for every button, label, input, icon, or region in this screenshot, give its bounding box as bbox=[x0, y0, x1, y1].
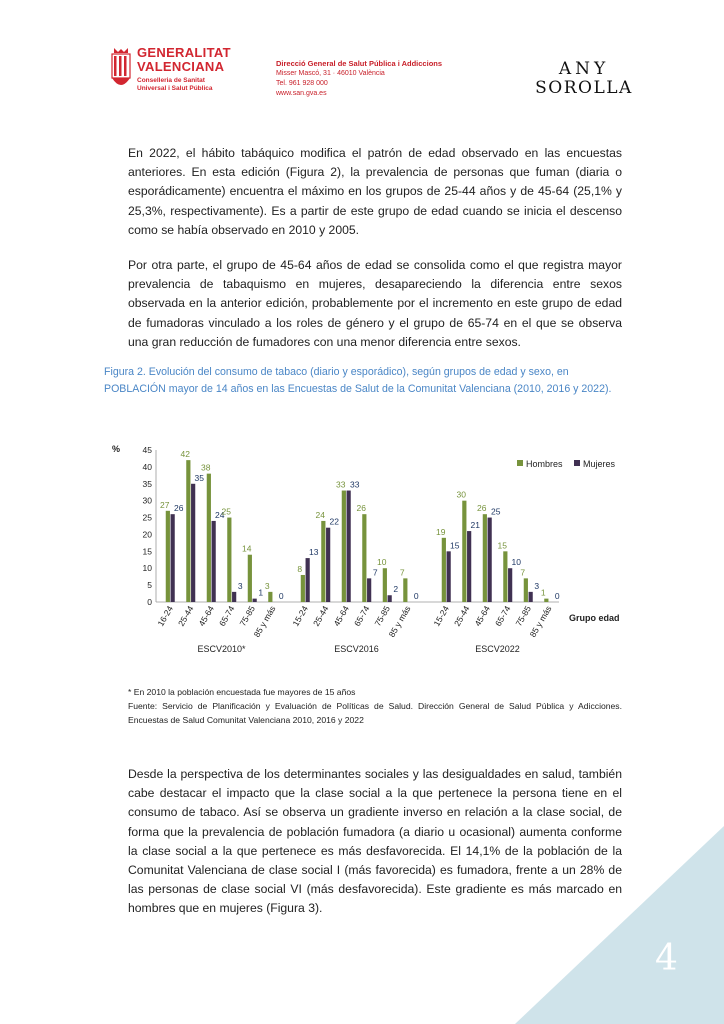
bar-hombres bbox=[321, 521, 325, 602]
data-label-mujeres: 15 bbox=[450, 540, 460, 551]
data-label-hombres: 33 bbox=[336, 479, 346, 490]
legend-label-mujeres: Mujeres bbox=[583, 459, 616, 469]
group-label: ESCV2022 bbox=[475, 644, 520, 654]
x-tick-label: 85 y más bbox=[251, 604, 278, 639]
x-tick-label: 15-24 bbox=[290, 604, 310, 628]
bar-mujeres bbox=[326, 528, 330, 602]
bar-mujeres bbox=[347, 491, 351, 602]
any-sorolla-line2: SOROLLA bbox=[535, 78, 633, 98]
x-tick-label: 45-64 bbox=[196, 604, 216, 628]
data-label-hombres: 30 bbox=[456, 489, 466, 500]
figure-note: * En 2010 la población encuestada fue mayores de 15 años bbox=[128, 687, 356, 697]
legend-swatch-hombres bbox=[517, 460, 523, 466]
bar-mujeres bbox=[253, 599, 257, 602]
x-tick-label: 25-44 bbox=[175, 604, 196, 628]
data-label-hombres: 8 bbox=[297, 563, 303, 574]
y-tick-label: 35 bbox=[142, 478, 152, 489]
bar-mujeres bbox=[488, 518, 492, 602]
paragraph-1: En 2022, el hábito tabáquico modifica el patrón de edad observado en las encuestas anteriores. En esta edición (Figura 2), la prevalencia de personas que fuman (diaria o esporádicamente) encuentra el máximo en los grupos de 25-44 años y de 45-64 (25,1% y 25,3%, respectivamente). Es a partir de este grupo de edad cuando se inicia el descenso como se había observado en 2010 y 2005. bbox=[128, 146, 622, 237]
bar-mujeres bbox=[529, 592, 533, 602]
data-label-mujeres: 33 bbox=[350, 479, 360, 490]
bar-hombres bbox=[342, 491, 346, 602]
data-label-hombres: 26 bbox=[477, 503, 487, 514]
legend-label-hombres: Hombres bbox=[526, 459, 563, 469]
x-tick-label: 75-85 bbox=[513, 604, 533, 628]
direccion-general-title: Direcció General de Salut Pública i Addiccions bbox=[276, 59, 443, 68]
x-tick-label: 65-74 bbox=[216, 604, 237, 628]
bar-mujeres bbox=[171, 514, 175, 602]
y-tick-label: 25 bbox=[142, 512, 152, 523]
data-label-mujeres: 35 bbox=[194, 472, 204, 483]
legend-swatch-mujeres bbox=[574, 460, 580, 466]
bar-hombres bbox=[544, 599, 548, 602]
x-tick-label: 16-24 bbox=[155, 604, 175, 628]
data-label-mujeres: 24 bbox=[215, 509, 225, 520]
bar-mujeres bbox=[191, 484, 195, 602]
data-label-hombres: 27 bbox=[160, 499, 170, 510]
data-label-mujeres: 3 bbox=[534, 580, 540, 591]
x-axis-label: Grupo edad bbox=[569, 613, 620, 623]
data-label-hombres: 25 bbox=[221, 506, 231, 517]
figure-source: Fuente: Servicio de Planificación y Evaluación de Políticas de Salud. Dirección General de Salud Pública y Adicciones. Encuestas de Salud Comunitat Valenciana 2010, 2016 y 2022 bbox=[128, 701, 622, 725]
direccion-general-block bbox=[276, 59, 442, 99]
bar-hombres bbox=[442, 538, 446, 602]
data-label-hombres: 3 bbox=[264, 580, 270, 591]
data-label-mujeres: 0 bbox=[554, 591, 560, 601]
data-label-mujeres: 3 bbox=[237, 580, 243, 591]
direccion-general-address: Misser Mascó, 31 · 46010 València bbox=[276, 70, 385, 77]
direccion-general-web: www.san.gva.es bbox=[276, 90, 327, 97]
x-tick-label: 25-44 bbox=[310, 604, 331, 628]
generalitat-name bbox=[137, 46, 231, 74]
data-label-mujeres: 26 bbox=[174, 503, 184, 514]
paragraph-2: Por otra parte, el grupo de 45-64 años de edad se consolida como el que registra mayor prevalencia de tabaquismo en mujeres, desapareciendo la diferencia entre sexos observada en la anterior edición, probablemente por el incremento en este grupo de edad de fumadoras vinculado a los roles de género y el grupo de 65-74 en el que se observa una gran reducción de fumadores con una menor diferencia entre sexos. bbox=[128, 258, 622, 349]
bar-mujeres bbox=[212, 521, 216, 602]
x-tick-label: 45-64 bbox=[331, 604, 351, 628]
x-tick-label: 15-24 bbox=[431, 604, 451, 628]
generalitat-emblem-icon bbox=[110, 48, 132, 94]
group-label: ESCV2010* bbox=[197, 644, 246, 654]
corner-decoration bbox=[515, 826, 724, 1024]
y-tick-label: 10 bbox=[142, 563, 152, 574]
data-label-hombres: 7 bbox=[399, 567, 405, 578]
group-label: ESCV2016 bbox=[334, 644, 379, 654]
data-label-hombres: 1 bbox=[540, 587, 546, 598]
x-tick-label: 65-74 bbox=[351, 604, 372, 628]
data-label-hombres: 7 bbox=[520, 567, 526, 578]
bar-hombres bbox=[227, 518, 231, 602]
data-label-hombres: 38 bbox=[201, 462, 211, 473]
bar-mujeres bbox=[388, 595, 392, 602]
data-label-hombres: 24 bbox=[315, 509, 325, 520]
bar-mujeres bbox=[306, 558, 310, 602]
data-label-mujeres: 2 bbox=[393, 584, 399, 595]
data-label-mujeres: 1 bbox=[258, 587, 264, 598]
any-sorolla-line1: ANY bbox=[558, 59, 610, 79]
bar-hombres bbox=[248, 555, 252, 602]
bar-chart bbox=[104, 440, 624, 670]
x-tick-label: 75-85 bbox=[237, 604, 257, 628]
data-label-mujeres: 7 bbox=[372, 567, 378, 578]
data-label-mujeres: 22 bbox=[329, 516, 339, 527]
bar-hombres bbox=[207, 474, 211, 602]
data-label-mujeres: 10 bbox=[511, 557, 521, 568]
bar-mujeres bbox=[232, 592, 236, 602]
figure-caption: Figura 2. Evolución del consumo de tabaco (diario y esporádico), según grupos de edad y sexo, en POBLACIÓN mayor de 14 años en las Encuestas de Salut de la Comunitat Valenciana (2010, 2016 y 2022). bbox=[104, 366, 612, 395]
data-label-hombres: 15 bbox=[497, 540, 507, 551]
bar-hombres bbox=[524, 578, 528, 602]
y-tick-label: 5 bbox=[147, 580, 152, 591]
conselleria-name bbox=[137, 77, 213, 93]
figure-notes bbox=[128, 685, 622, 727]
y-tick-label: 0 bbox=[147, 597, 152, 607]
bar-hombres bbox=[483, 514, 487, 602]
generalitat-name-line1: GENERALITAT bbox=[137, 45, 231, 60]
x-tick-label: 25-44 bbox=[451, 604, 472, 628]
data-label-hombres: 14 bbox=[242, 543, 252, 554]
x-tick-label: 75-85 bbox=[372, 604, 392, 628]
x-tick-label: 85 y más bbox=[527, 604, 554, 639]
bar-hombres bbox=[383, 568, 387, 602]
page-header bbox=[0, 0, 724, 130]
y-tick-label: 20 bbox=[142, 529, 152, 540]
data-label-mujeres: 13 bbox=[309, 547, 319, 558]
data-label-hombres: 42 bbox=[180, 449, 190, 460]
y-tick-label: 15 bbox=[142, 546, 152, 557]
x-tick-label: 45-64 bbox=[472, 604, 492, 628]
bar-mujeres bbox=[467, 531, 471, 602]
generalitat-logo bbox=[110, 46, 238, 112]
any-sorolla-logo bbox=[522, 60, 646, 102]
data-label-mujeres: 25 bbox=[491, 506, 501, 517]
conselleria-line1: Conselleria de Sanitat bbox=[137, 77, 205, 84]
x-tick-label: 85 y más bbox=[386, 604, 413, 639]
bar-hombres bbox=[268, 592, 272, 602]
bar-hombres bbox=[301, 575, 305, 602]
y-tick-label: 40 bbox=[142, 461, 152, 472]
page-number: 4 bbox=[655, 938, 678, 979]
conselleria-line2: Universal i Salut Pública bbox=[137, 85, 213, 92]
data-label-hombres: 19 bbox=[436, 526, 446, 537]
y-tick-label: 45 bbox=[142, 445, 152, 455]
bar-hombres bbox=[362, 514, 366, 602]
x-tick-label: 65-74 bbox=[492, 604, 513, 628]
bar-hombres bbox=[503, 551, 507, 602]
generalitat-name-line2: VALENCIANA bbox=[137, 59, 225, 74]
bar-mujeres bbox=[367, 578, 371, 602]
y-tick-label: 30 bbox=[142, 495, 152, 506]
bar-mujeres bbox=[447, 551, 451, 602]
data-label-mujeres: 0 bbox=[413, 591, 419, 601]
y-axis-label: % bbox=[112, 444, 121, 454]
data-label-hombres: 26 bbox=[356, 503, 366, 514]
paragraph-3: Desde la perspectiva de los determinantes sociales y las desigualdades en salud, también cabe destacar el impacto que la clase social a la que pertenece la persona tiene en el consumo de tabaco. Así se observa un gradiente inverso en relación a la clase social, de forma que la prevalencia de población fumadora (a diario u ocasional) aumenta conforme la clase social a la que pertenece es más desfavorecida. El 14,1% de la población de la Comunitat Valenciana de clase social I (más favorecida) es fumadora, frente a un 28% de las personas de clase social VI (más desfavorecida). Este gradiente es más marcado en hombres que en mujeres (Figura 3). bbox=[128, 767, 622, 916]
bar-hombres bbox=[166, 511, 170, 602]
bar-hombres bbox=[403, 578, 407, 602]
data-label-mujeres: 21 bbox=[470, 520, 480, 531]
bar-mujeres bbox=[508, 568, 512, 602]
data-label-hombres: 10 bbox=[377, 557, 387, 568]
direccion-general-phone: Tel. 961 928 000 bbox=[276, 80, 328, 87]
data-label-mujeres: 0 bbox=[278, 591, 284, 601]
bar-hombres bbox=[186, 460, 190, 602]
bar-hombres bbox=[462, 501, 466, 602]
